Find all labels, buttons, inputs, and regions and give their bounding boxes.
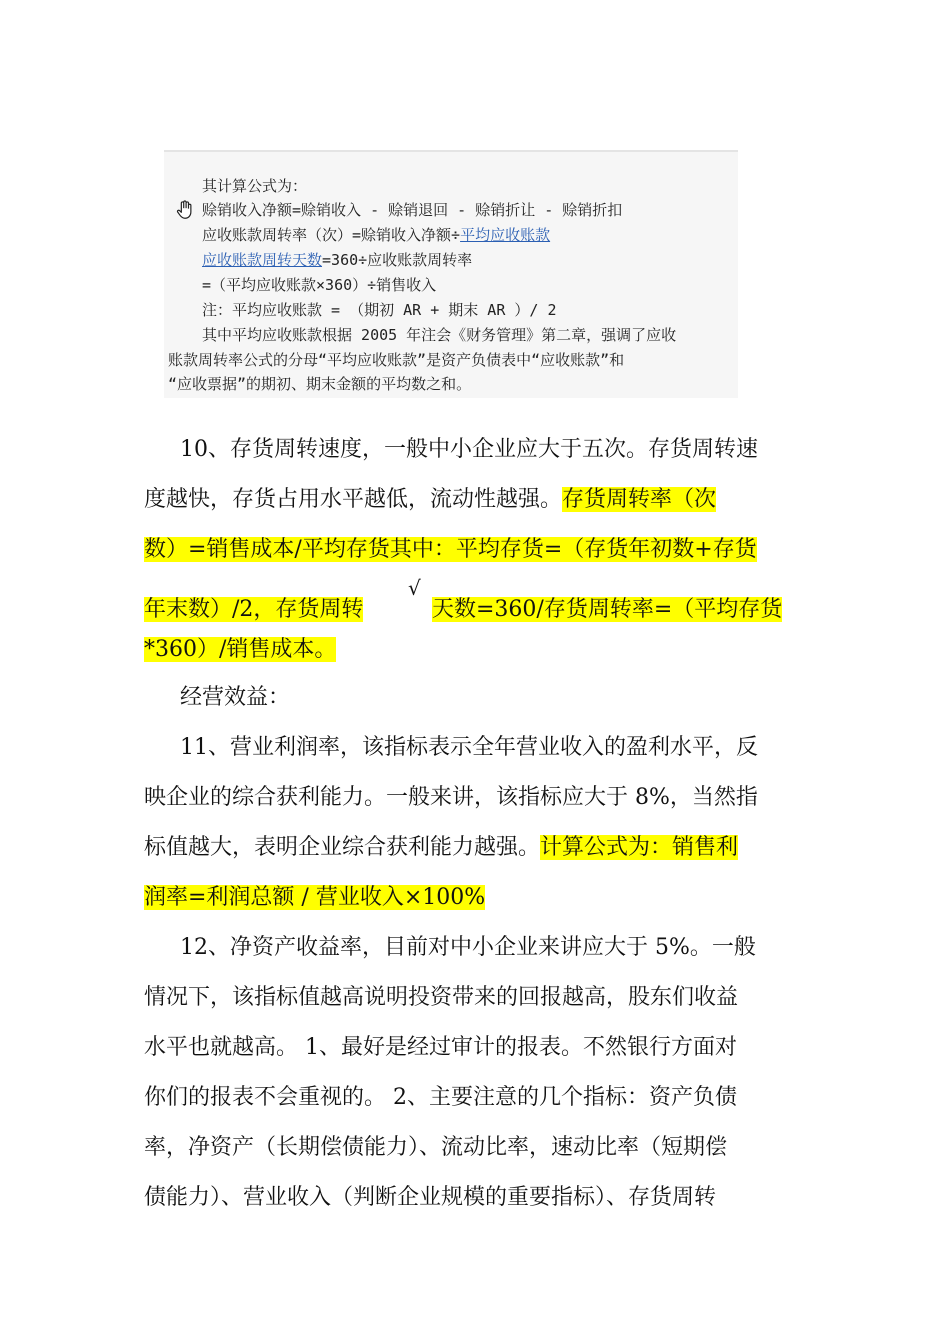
inset-line-3-text: 应收账款周转率（次）=赊销收入净额÷ (202, 226, 461, 244)
section-heading: 经营效益： (180, 685, 291, 710)
inset-line-7: 其中平均应收账款根据 2005 年注会《财务管理》第二章，强调了应收 (202, 326, 677, 344)
para-11-line-3 (144, 823, 814, 873)
highlight-inventory-formula-3b: 天数=360/存货周转率=（平均存货 (432, 597, 783, 622)
inset-line-4-text: =360÷应收账款周转率 (322, 251, 473, 269)
highlight-inventory-formula-3a: 年末数）/2，存货周转 (144, 597, 364, 622)
para-11-line-1: 11、营业利润率，该指标表示全年营业收入的盈利水平，反 (180, 735, 758, 760)
highlight-profit-formula: 计算公式为：销售利 (540, 835, 739, 860)
para-10-line-1: 10、存货周转速度，一般中小企业应大于五次。存货周转速 (180, 437, 758, 462)
inset-line-1: 其计算公式为： (202, 177, 308, 195)
para-12-line-1: 12、净资产收益率，目前对中小企业来讲应大于 5%。一般 (180, 935, 756, 960)
inset-line-9: “应收票据”的期初、期末金额的平均数之和。 (168, 375, 472, 393)
para-12-line-3: 水平也就越高。 1、最好是经过审计的报表。不然银行方面对 (144, 1035, 737, 1060)
para-10-line-3 (144, 525, 814, 575)
receivable-days-link[interactable]: 应收账款周转天数 (202, 251, 323, 269)
highlight-profit-formula-2: 润率=利润总额 / 营业收入×100% (144, 885, 486, 910)
inset-line-4 (202, 250, 472, 270)
inset-line-3 (202, 225, 550, 245)
para-12-line-2: 情况下，该指标值越高说明投资带来的回报越高，股东们收益 (144, 985, 739, 1010)
inset-line-2: 赊销收入净额=赊销收入 - 赊销退回 - 赊销折让 - 赊销折扣 (202, 201, 623, 219)
sqrt-symbol: √ (408, 576, 421, 600)
para-12-line-4: 你们的报表不会重视的。 2、主要注意的几个指标：资产负债 (144, 1085, 737, 1110)
para-11-line-4 (144, 873, 814, 923)
inset-line-6: 注：平均应收账款 = （期初 AR + 期末 AR ）/ 2 (202, 301, 557, 319)
para-10-line-5 (144, 625, 814, 675)
highlight-inventory-formula-2: 数）=销售成本/平均存货其中：平均存货=（存货年初数+存货 (144, 537, 757, 562)
avg-receivables-link[interactable]: 平均应收账款 (460, 226, 551, 244)
highlight-inventory-formula-4: *360）/销售成本。 (144, 637, 337, 662)
para-11-line-3-text: 标值越大，表明企业综合获利能力越强。 (144, 835, 541, 860)
para-11-line-2: 映企业的综合获利能力。一般来讲，该指标应大于 8%，当然指 (144, 785, 758, 810)
para-12-line-6: 债能力）、营业收入（判断企业规模的重要指标）、存货周转 (144, 1185, 717, 1210)
inset-line-8: 账款周转率公式的分母“平均应收账款”是资产负债表中“应收账款”和 (168, 351, 625, 369)
highlight-inventory-formula: 存货周转率（次 (562, 487, 717, 512)
para-10-line-2-text: 度越快，存货占用水平越低，流动性越强。 (144, 487, 563, 512)
inset-line-5: =（平均应收账款×360）÷销售收入 (202, 276, 437, 294)
formula-screenshot (164, 150, 738, 398)
para-10-line-2 (144, 475, 814, 525)
hand-pointer-icon (174, 199, 196, 221)
para-12-line-5: 率，净资产（长期偿债能力）、流动比率，速动比率（短期偿 (144, 1135, 728, 1160)
